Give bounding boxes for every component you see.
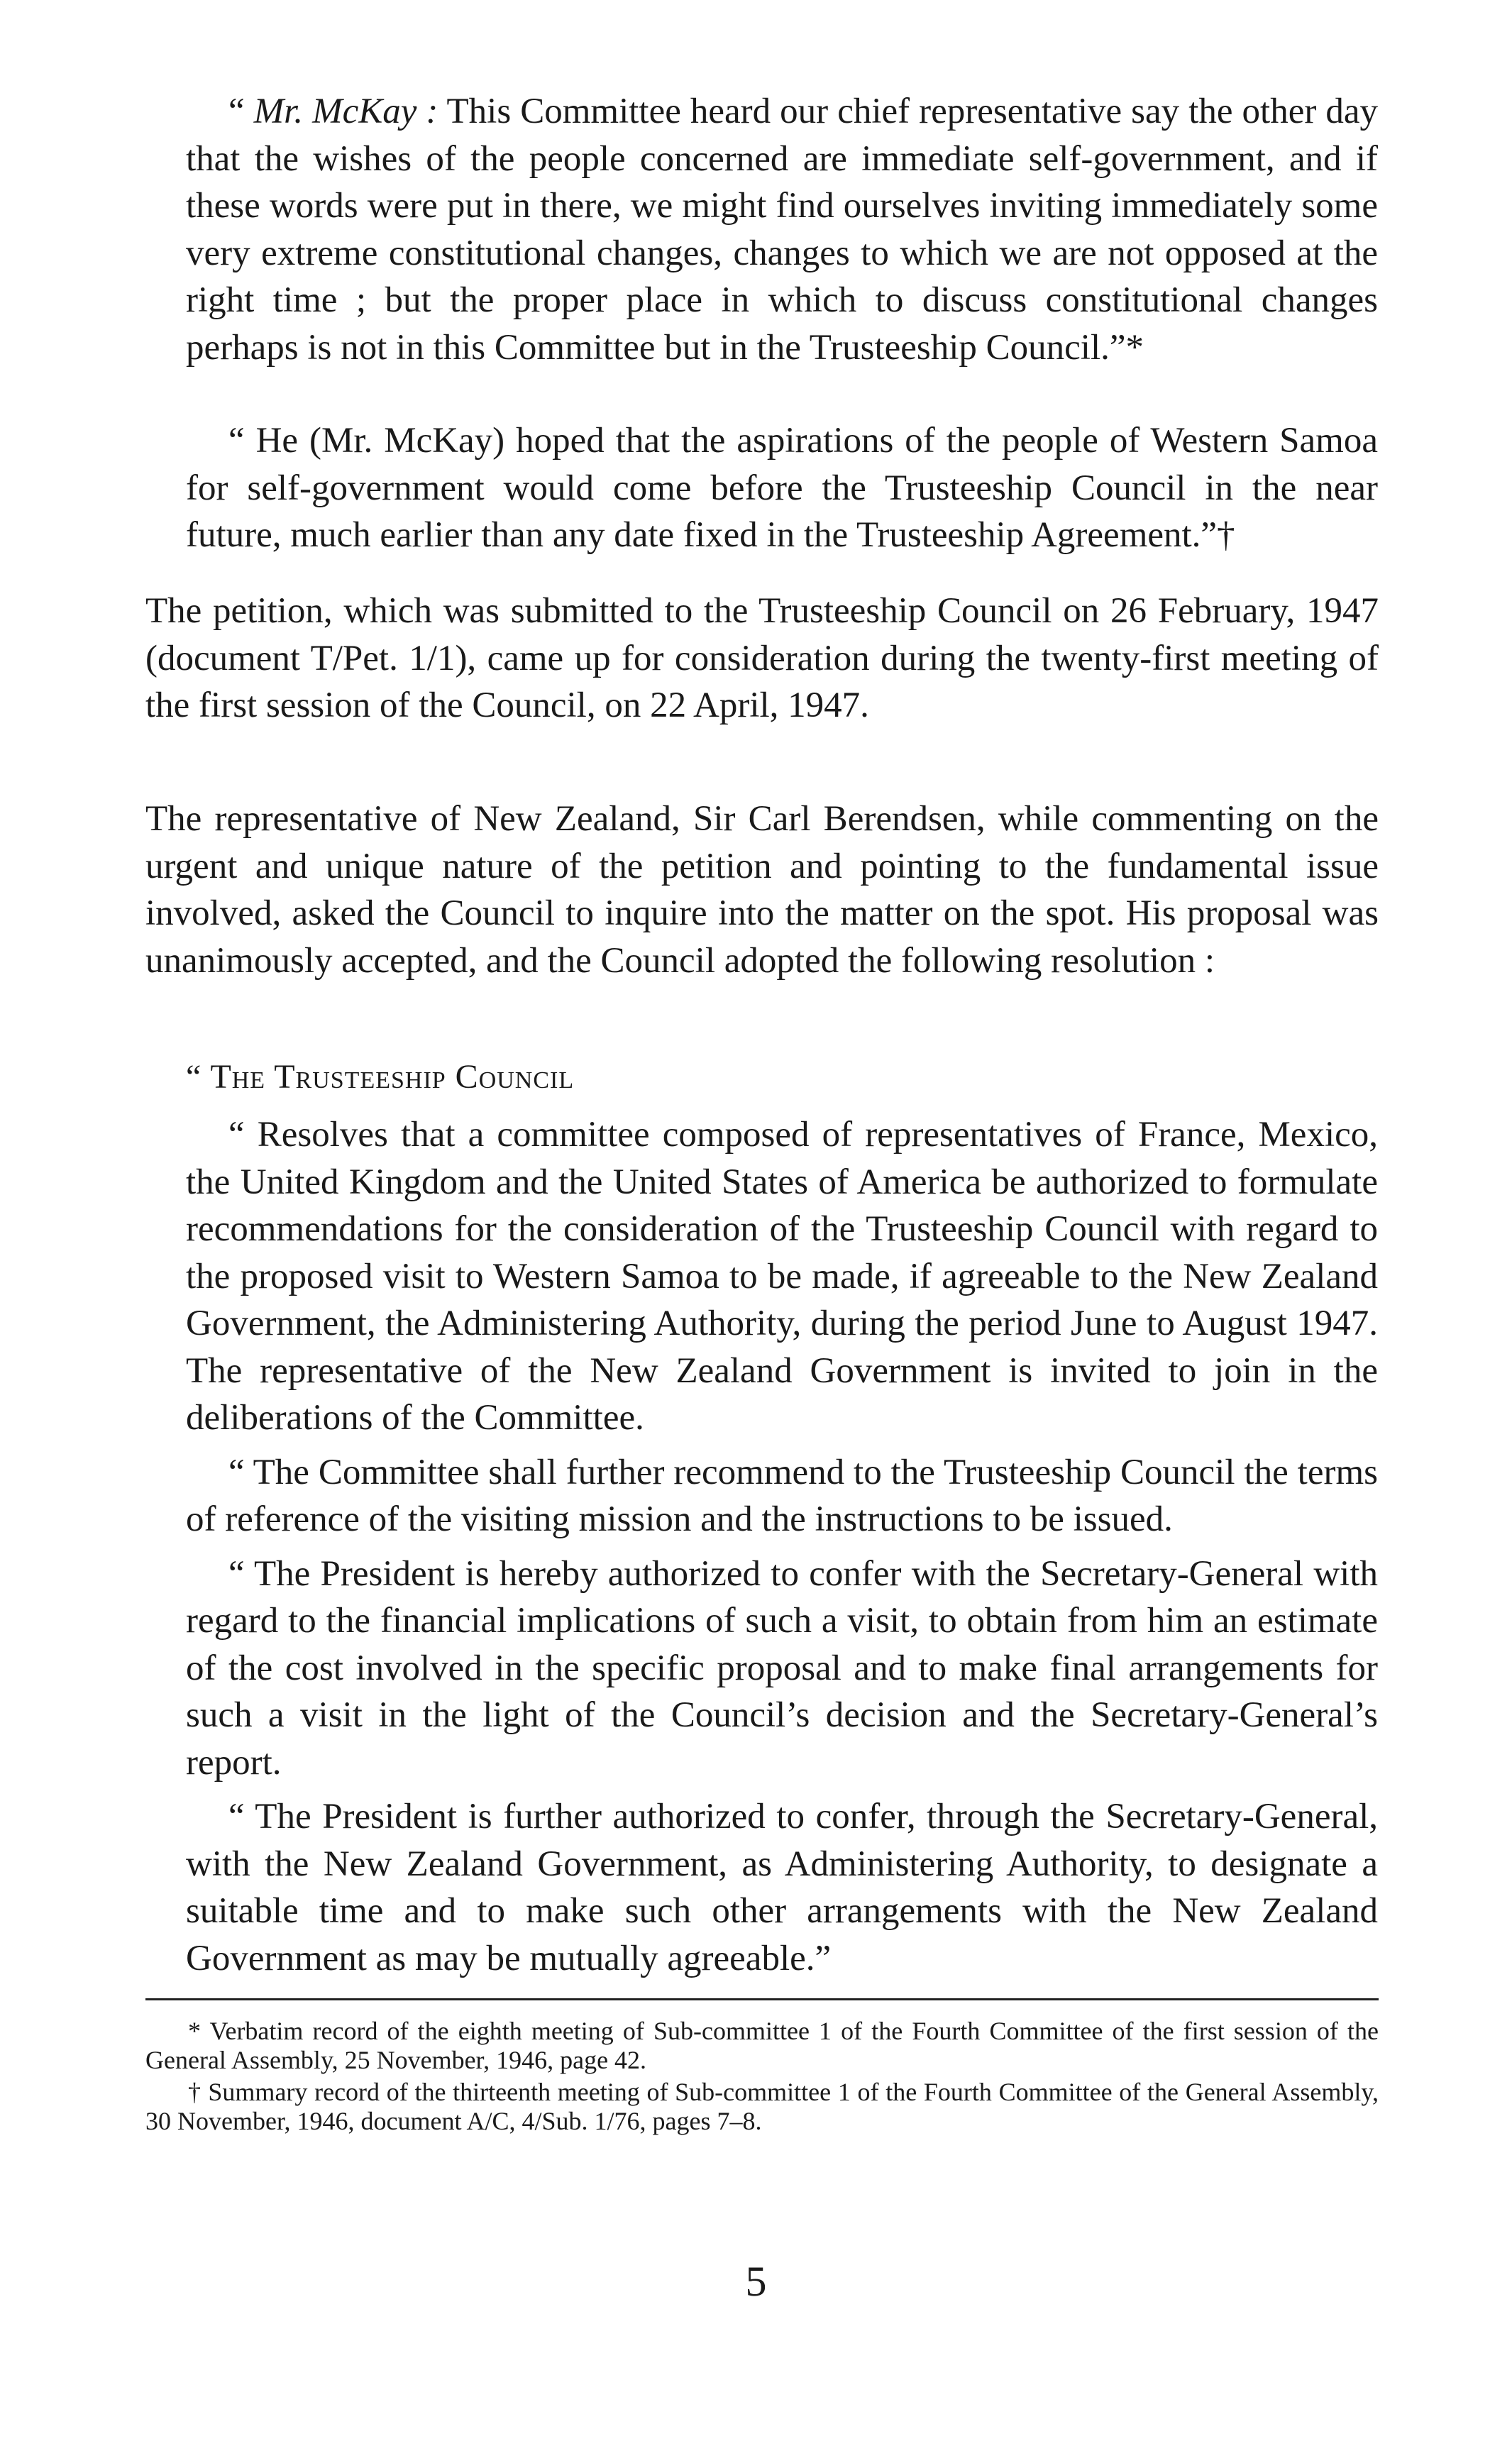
quote-speaker: Mr. McKay : [253, 92, 438, 131]
resolution-body [186, 1111, 1378, 1982]
resolution-heading [186, 1057, 1378, 1097]
resolution-paragraph: “ Resolves that a committee composed of representatives of France, Mexico, the United Kingdom and the United States of America be authorized to formulate recommendations for the consideration of the Trusteeship Council with regard to the proposed visit to Western Samoa to be made, if agreeable to the New Zealand Government, the Administering Authority, during the period June to August 1947. The representative of the New Zealand Government is invited to join in the deliberations of the Committee. [186, 1115, 1378, 1438]
body-paragraph-petition [145, 588, 1379, 729]
footnotes [145, 2017, 1379, 2136]
quote-mckay [186, 88, 1378, 371]
resolution-paragraph: “ The Committee shall further recommend to the Trusteeship Council the terms of reference of the visiting mission and the instructions to be issued. [186, 1452, 1378, 1539]
body-paragraph: The petition, which was submitted to the Trusteeship Council on 26 February, 1947 (document T/Pet. 1/1), came up for consideration during the twenty-first meeting of the first session of the Council, on 22 April, 1947. [145, 591, 1379, 725]
body-paragraph-representative [145, 795, 1379, 984]
resolution-paragraph: “ The President is further authorized to confer, through the Secretary-General, with the New Zealand Government, as Administering Authority, to designate a suitable time and to make such other arrangements with the New Zealand Government as may be mutually agreeable.” [186, 1797, 1378, 1978]
footnote-divider [145, 1998, 1379, 2000]
resolution-heading-text: “ The Trusteeship Council [186, 1058, 575, 1096]
footnote-verbatim: * Verbatim record of the eighth meeting of Sub-committee 1 of the Fourth Committee of the first session of the General Assembly, 25 November, 1946, page 42. [145, 2017, 1379, 2074]
footnote-summary: † Summary record of the thirteenth meeting of Sub-committee 1 of the Fourth Committee of the General Assembly, 30 November, 1946, document A/C, 4/Sub. 1/76, pages 7–8. [145, 2078, 1379, 2135]
body-paragraph: The representative of New Zealand, Sir Carl Berendsen, while commenting on the urgent and unique nature of the petition and pointing to the fundamental issue involved, asked the Council to inquire into the matter on the spot. His proposal was unanimously accepted, and the Council adopted the following resolution : [145, 799, 1379, 981]
quote-mckay-hope [186, 417, 1378, 559]
quote-paragraph: “ He (Mr. McKay) hoped that the aspirations of the people of Western Samoa for self-government would come before the Trusteeship Council in the near future, much earlier than any date fixed in the Trusteeship Agreement.”† [186, 421, 1378, 555]
resolution-paragraph: “ The President is hereby authorized to confer with the Secretary-General with regard to the financial implications of such a visit, to obtain from him an estimate of the cost involved in the specific proposal and to make final arrangements for such a visit in the light of the Council’s decision and the Secretary-General’s report. [186, 1553, 1378, 1783]
page-number: 5 [745, 2258, 767, 2305]
quote-paragraph: “ Mr. McKay : This Committee heard our chief representative say the other day that the wishes of the people concerned are immediate self-government, and if these words were put in there, we might find ourselves inviting immediately some very extreme constitutional changes, changes to which we are not opposed at the right time ; but the proper place in which to discuss constitutional changes perhaps is not in this Committee but in the Trusteeship Council.”* [186, 92, 1378, 368]
quote-text: This Committee heard our chief representative say the other day that the wishes of the people concerned are immediate self-government, and if these words were put in there, we might find ourselves inviting immediately some very extreme constitutional changes, changes to which we are not opposed at the right time ; but the proper place in which to discuss constitutional changes perhaps is not in this Committee but in the Trusteeship Council.”* [186, 92, 1378, 368]
